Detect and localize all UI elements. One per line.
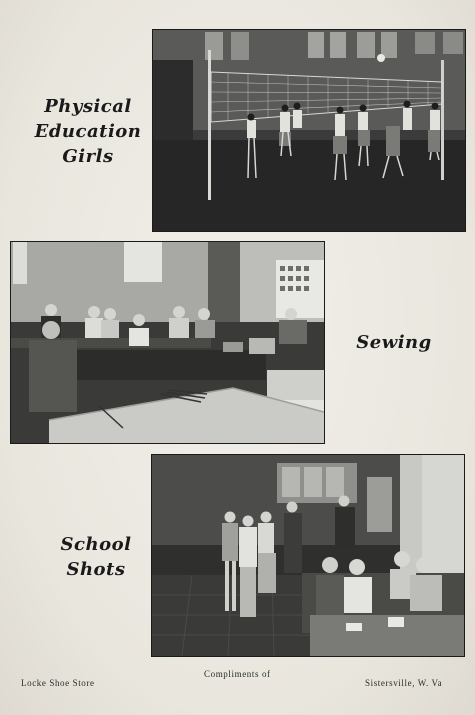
section-caption-school-shots (36, 532, 156, 582)
caption-line: Physical (44, 96, 132, 117)
volleyball-gym-photo (153, 30, 465, 231)
caption-line: Shots (66, 559, 126, 580)
section-caption-sewing (334, 330, 454, 355)
section-caption-physical-education (28, 94, 148, 169)
caption-line: Sewing (356, 332, 432, 353)
sponsor-name: Locke Shoe Store (21, 678, 95, 688)
school-candid-photo (152, 455, 464, 656)
sponsor-tagline: Compliments of (204, 669, 271, 679)
sewing-class-photo (11, 242, 324, 443)
sponsor-location: Sistersville, W. Va (365, 678, 443, 688)
caption-line: School (60, 534, 132, 555)
caption-line: Girls (62, 146, 114, 167)
caption-line: Education (34, 121, 142, 142)
